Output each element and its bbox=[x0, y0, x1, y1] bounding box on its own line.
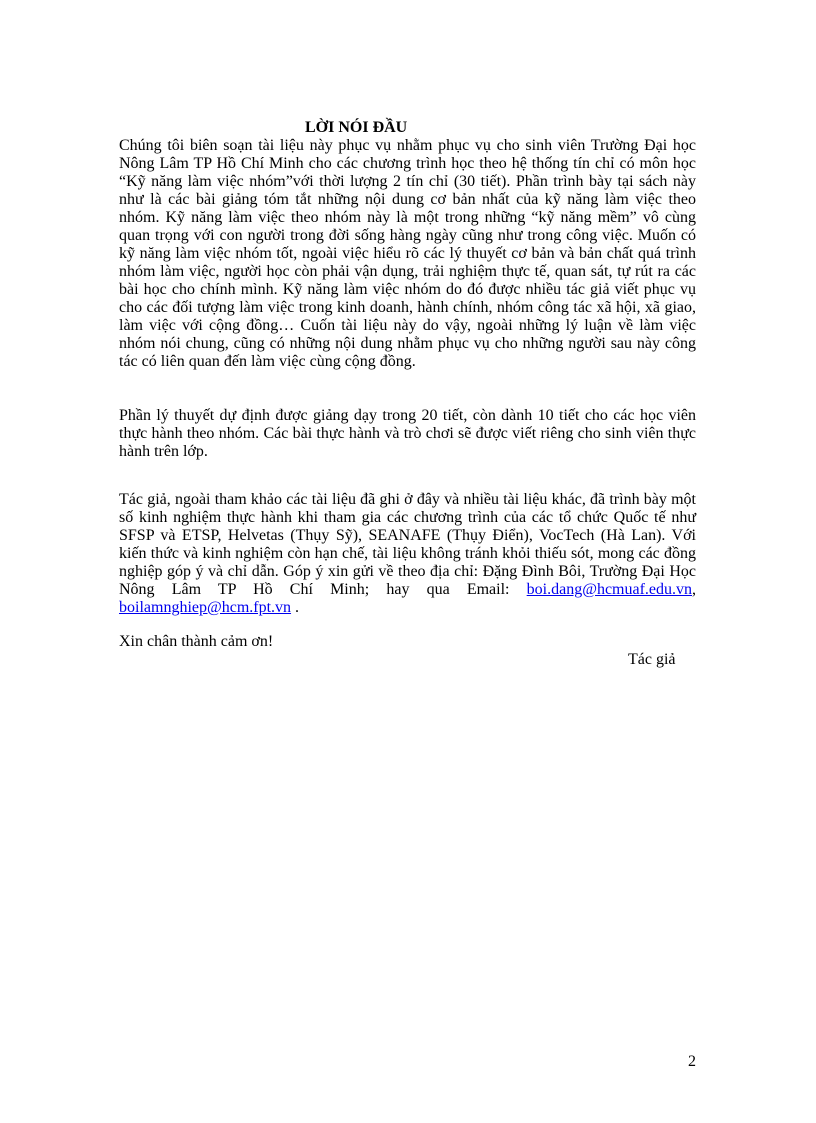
paragraph-line: bài học cho chính mình. Kỹ năng làm việc nhóm do đó được nhiều tác giả viết phục vụ bbox=[119, 281, 696, 298]
preface-paragraph-1 bbox=[119, 137, 696, 371]
email-link-secondary[interactable]: boilamnghiep@hcm.fpt.vn bbox=[119, 599, 292, 616]
page-title: LỜI NÓI ĐẦU bbox=[305, 119, 408, 136]
email-link-primary[interactable]: boi.dang@hcmuaf.edu.vn bbox=[526, 581, 693, 598]
paragraph-line: kiến thức và kinh nghiệm còn hạn chế, tài liệu không tránh khỏi thiếu sót, mong các đồng bbox=[119, 545, 696, 562]
paragraph-line: Nông Lâm TP Hồ Chí Minh cho các chương trình học theo hệ thống tín chỉ có môn học bbox=[119, 155, 696, 172]
preface-paragraph-3 bbox=[119, 491, 696, 617]
closing-text: Xin chân thành cảm ơn! bbox=[119, 633, 274, 650]
paragraph-line: quan trọng với con người trong đời sống hàng ngày cũng như trong công việc. Muốn có bbox=[119, 227, 696, 244]
contact-line-prefix: Nông Lâm TP Hồ Chí Minh; hay qua Email: bbox=[119, 581, 510, 598]
paragraph-line: Chúng tôi biên soạn tài liệu này phục vụ nhằm phục vụ cho sinh viên Trường Đại học bbox=[119, 137, 696, 154]
paragraph-line: hành trên lớp. bbox=[119, 443, 208, 460]
paragraph-line: thực hành theo nhóm. Các bài thực hành và trò chơi sẽ được viết riêng cho sinh viên thực bbox=[119, 425, 696, 442]
paragraph-line: làm việc với cộng đồng… Cuốn tài liệu này do vậy, ngoài những lý luận về làm việc bbox=[119, 317, 696, 334]
paragraph-line: nhóm. Kỹ năng làm việc theo nhóm này là một trong những “kỹ năng mềm” vô cùng bbox=[119, 209, 696, 226]
paragraph-line: số kinh nghiệm thực hành khi tham gia các chương trình của các tổ chức Quốc tế như bbox=[119, 509, 696, 526]
paragraph-line: nghiệp góp ý và chỉ dẫn. Góp ý xin gửi về theo địa chỉ: Đặng Đình Bôi, Trường Đại Học bbox=[119, 563, 696, 580]
paragraph-line: nhóm nói chung, cũng có những nội dung nhằm phục vụ cho những người sau này công bbox=[119, 335, 696, 352]
email-line-secondary bbox=[119, 599, 696, 617]
email-suffix: . bbox=[291, 599, 300, 616]
paragraph-line: Phần lý thuyết dự định được giảng dạy trong 20 tiết, còn dành 10 tiết cho các học viên bbox=[119, 407, 696, 424]
author-signature: Tác giả bbox=[628, 651, 676, 668]
paragraph-line: kỹ năng làm việc nhóm tốt, ngoài việc hiểu rõ các lý thuyết cơ bản và bản chất quá trình bbox=[119, 245, 696, 262]
email-separator: , bbox=[692, 581, 697, 598]
preface-paragraph-2 bbox=[119, 407, 696, 461]
page-number: 2 bbox=[688, 1053, 696, 1070]
contact-line bbox=[119, 581, 696, 599]
paragraph-line: như là các bài giảng tóm tắt những nội dung cơ bản nhất của kỹ năng làm việc theo bbox=[119, 191, 696, 208]
paragraph-line: “Kỹ năng làm việc nhóm”với thời lượng 2 tín chỉ (30 tiết). Phần trình bày tại sách này bbox=[119, 173, 696, 190]
paragraph-line: cho các đối tượng làm việc trong kinh doanh, hành chính, nhóm công tác xã hội, xã giao, bbox=[119, 299, 696, 316]
paragraph-line: tác có liên quan đến làm việc cùng cộng đồng. bbox=[119, 353, 416, 370]
paragraph-line: nhóm làm việc, người học còn phải vận dụng, trải nghiệm thực tế, quan sát, tự rút ra các bbox=[119, 263, 696, 280]
paragraph-line: Tác giả, ngoài tham khảo các tài liệu đã ghi ở đây và nhiều tài liệu khác, đã trình bày một bbox=[119, 491, 696, 508]
paragraph-line: SFSP và ETSP, Helvetas (Thụy Sỹ), SEANAFE (Thụy Điển), VocTech (Hà Lan). Với bbox=[119, 527, 696, 544]
